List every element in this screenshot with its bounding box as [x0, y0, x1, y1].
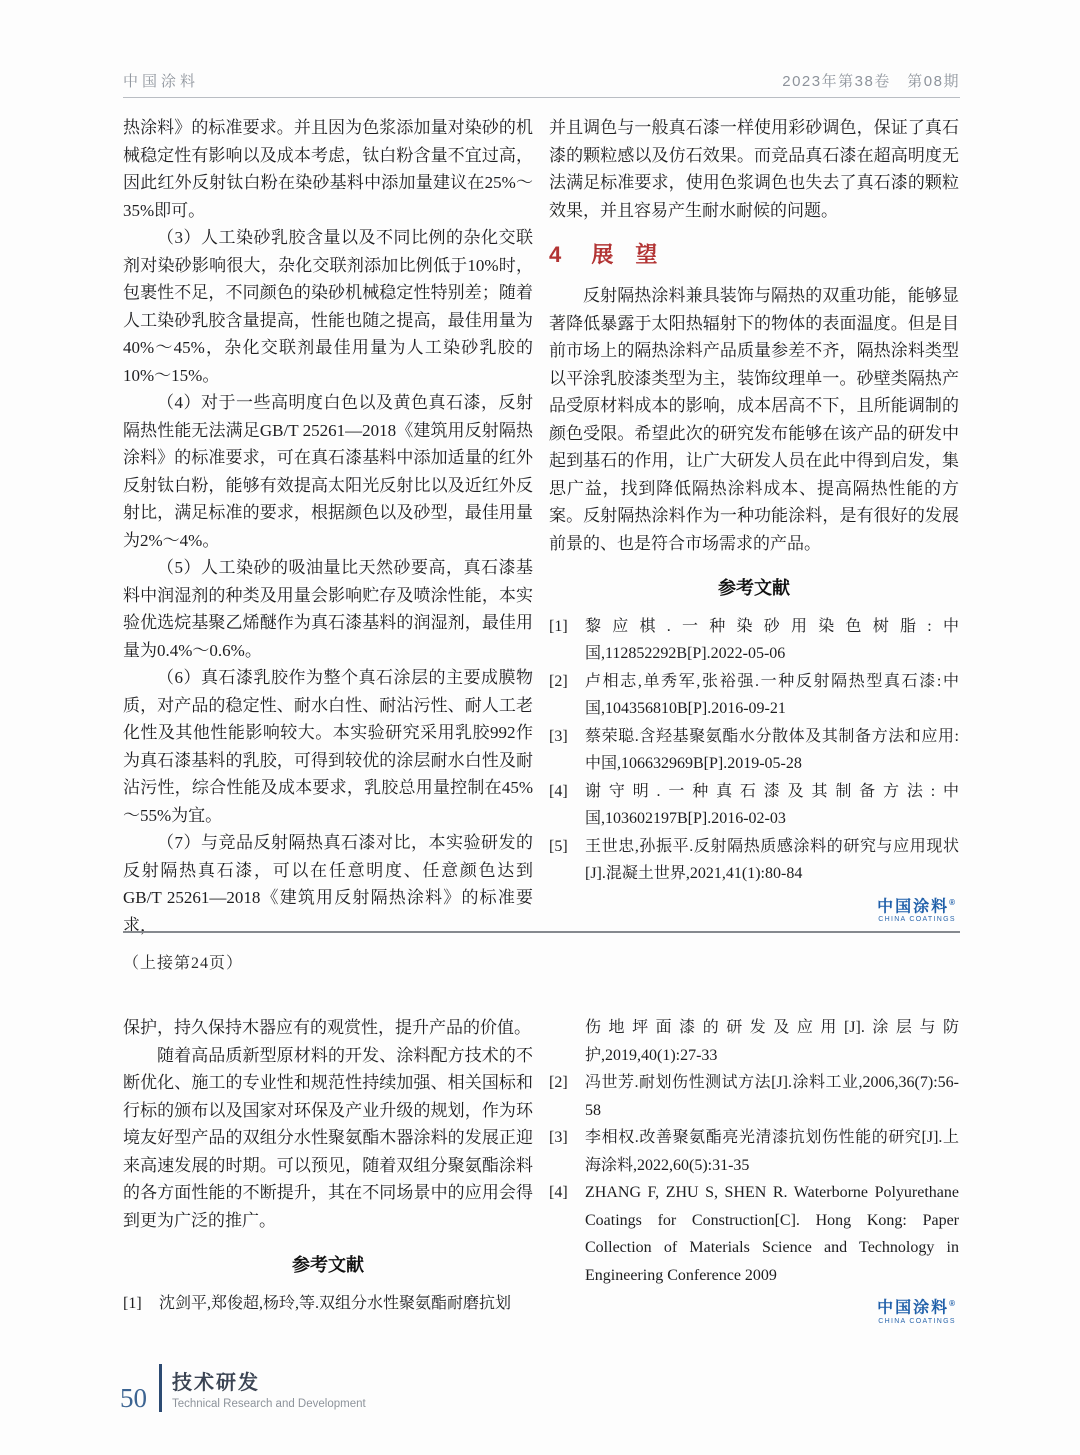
china-coatings-logo: [877, 1299, 957, 1326]
footer-section-title: 技术研发: [172, 1372, 260, 1394]
reference-label: [4]: [549, 782, 568, 800]
reference-item: [549, 668, 959, 723]
paragraph-continued: 保护，持久保持木器应有的观赏性，提升产品的价值。: [123, 1018, 531, 1037]
logo-subtext: CHINA COATINGS: [878, 1317, 956, 1325]
paragraph-conclusion-7: （7）与竞品反射隔热真石漆对比，本实验研发的反射隔热真石漆，可以在任意明度、任意颜色达到GB/T 25261—2018《建筑用反射隔热涂料》的标准要求，: [123, 833, 533, 935]
reference-text: 王世忠,孙振平.反射隔热质感涂料的研究与应用现状[J].混凝土世界,2021,41(1):80-84: [585, 837, 959, 882]
reference-item: [549, 1069, 959, 1124]
article1-left-column: [123, 114, 533, 939]
reference-label: [4]: [549, 1184, 568, 1201]
article-divider-line: [123, 931, 960, 933]
reference-item: [549, 723, 959, 778]
article1-right-column: [549, 114, 959, 924]
page-footer: [120, 1364, 366, 1412]
references-title: 参考文献: [718, 578, 790, 598]
reference-label: [5]: [549, 837, 568, 855]
reference-item: [549, 1179, 959, 1289]
article2-right-column: [549, 1014, 959, 1326]
section-number: 4: [549, 242, 562, 267]
reference-text: 蔡荣聪.含羟基聚氨酯水分散体及其制备方法和应用:中国,106632969B[P].2019-05-28: [585, 727, 959, 772]
footer-divider-bar: [159, 1364, 162, 1412]
journal-name: 中国涂料: [123, 73, 200, 90]
reference-item: [549, 613, 959, 668]
reference-text: 冯世芳.耐划伤性测试方法[J].涂料工业,2006,36(7):56-58: [585, 1074, 959, 1119]
reference-text: ZHANG F, ZHU S, SHEN R. Waterborne Polyurethane Coatings for Construction[C]. Hong Kong: Paper Collection of Materials Science and Technology in Engineering Conference 2009: [585, 1184, 959, 1284]
paragraph-conclusion-6: （6）真石漆乳胶作为整个真石涂层的主要成膜物质，对产品的稳定性、耐水白性、耐沾污性、耐人工老化性及其他性能影响较大。本实验研究采用乳胶992作为真石漆基料的乳胶，可得到较优的涂层耐水白性及耐沾污性，综合性能及成本要求，乳胶总用量控制在45%～55%为宜。: [123, 668, 533, 825]
reference-label: [3]: [549, 727, 568, 745]
paragraph-outlook: 反射隔热涂料兼具装饰与隔热的双重功能，能够显著降低暴露于太阳热辐射下的物体的表面温度。但是目前市场上的隔热涂料产品质量参差不齐，隔热涂料类型以平涂乳胶漆类型为主，装饰纹理单一。砂壁类隔热产品受原材料成本的影响，成本居高不下，且所能调制的颜色受限。希望此次的研究发布能够在该产品的研发中起到基石的作用，让广大研发人员在此中得到启发，集思广益，找到降低隔热涂料成本、提高隔热性能的方案。反射隔热涂料作为一种功能涂料，是有很好的发展前景的、也是符合市场需求的产品。: [549, 286, 959, 553]
reference-item: [549, 1124, 959, 1179]
logo-trademark-icon: ®: [949, 1299, 957, 1308]
paragraph-conclusion-3: （3）人工染砂乳胶含量以及不同比例的杂化交联剂对染砂影响很大，杂化交联剂添加比例低于10%时，包裹性不足，不同颜色的染砂机械稳定性特别差；随着人工染砂乳胶含量提高，性能也随之提高，最佳用量为40%～45%，杂化交联剂最佳用量为人工染砂乳胶的10%～15%。: [123, 228, 533, 385]
reference-label: [1]: [123, 1294, 142, 1312]
paragraph-conclusion-4: （4）对于一些高明度白色以及黄色真石漆，反射隔热性能无法满足GB/T 25261—2018《建筑用反射隔热涂料》的标准要求，可在真石漆基料中添加适量的红外反射钛白粉，能够有效提高太阳光反射比以及近红外反射比，满足标准的要求，根据颜色以及砂型，最佳用量为2%～4%。: [123, 393, 533, 550]
reference-item: [549, 778, 959, 833]
logo-name-text: 中国涂料: [877, 1299, 950, 1317]
reference-item: [549, 833, 959, 888]
reference-item: [123, 1290, 533, 1318]
reference-label: [2]: [549, 1074, 568, 1091]
reference-text: 谢守明.一种真石漆及其制备方法:中国,103602197B[P].2016-02-03: [585, 782, 959, 827]
references-list: [549, 613, 959, 888]
paragraph-closing: 随着高品质新型原材料的开发、涂料配方技术的不断优化、施工的专业性和规范性持续加强、相关国标和行标的颁布以及国家对环保及产业升级的规划，作为环境友好型产品的双组分水性聚氨酯木器涂料的发展正迎来高速发展的时期。可以预见，随着双组分聚氨酯涂料的各方面性能的不断提升，其在不同场景中的应用会得到更为广泛的推广。: [123, 1045, 533, 1230]
paragraph-continued: 并且调色与一般真石漆一样使用彩砂调色，保证了真石漆的颗粒感以及仿石效果。而竞品真石漆在超高明度无法满足标准要求，使用色浆调色也失去了真石漆的颗粒效果，并且容易产生耐水耐候的问题。: [549, 118, 959, 220]
reference-text: 卢相志,单秀军,张裕强.一种反射隔热型真石漆:中国,104356810B[P].2016-09-21: [585, 672, 959, 717]
issue-info: 2023年第38卷 第08期: [782, 73, 960, 90]
reference-label: [1]: [549, 617, 568, 635]
page-header: [123, 70, 960, 98]
section-title: 展 望: [591, 242, 658, 267]
reference-label: [3]: [549, 1129, 568, 1146]
reference-text: 黎应棋.一种染砂用染色树脂:中国,112852292B[P].2022-05-06: [585, 617, 959, 662]
china-coatings-logo: [877, 898, 957, 925]
section-heading-outlook: [549, 240, 959, 270]
footer-section-subtitle: Technical Research and Development: [172, 1398, 366, 1410]
references-title: 参考文献: [292, 1255, 364, 1275]
reference-text: 伤地坪面漆的研发及应用[J].涂层与防护,2019,40(1):27-33: [585, 1019, 959, 1064]
continuation-note: （上接第24页）: [123, 955, 244, 972]
reference-text: 沈剑平,郑俊超,杨玲,等.双组分水性聚氨酯耐磨抗划: [159, 1294, 512, 1312]
reference-item-continuation: [549, 1014, 959, 1069]
reference-text: 李相权.改善聚氨酯亮光清漆抗划伤性能的研究[J].上海涂料,2022,60(5):31-35: [585, 1129, 959, 1174]
paragraph-conclusion-5: （5）人工染砂的吸油量比天然砂要高，真石漆基料中润湿剂的种类及用量会影响贮存及喷涂性能，本实验优选烷基聚乙烯醚作为真石漆基料的润湿剂，最佳用量为0.4%～0.6%。: [123, 558, 533, 660]
logo-name-text: 中国涂料: [877, 897, 950, 915]
reference-label-spacer: [549, 1014, 585, 1069]
references-list: [123, 1290, 533, 1318]
logo-wordmark: [877, 898, 957, 917]
logo-subtext: CHINA COATINGS: [878, 916, 956, 924]
references-list: [549, 1014, 959, 1289]
logo-trademark-icon: ®: [949, 897, 957, 907]
article2-left-column: [123, 1014, 533, 1317]
footer-section: [172, 1364, 366, 1412]
logo-wordmark: [877, 1299, 957, 1318]
page-number: 50: [120, 1383, 147, 1413]
reference-label: [2]: [549, 672, 568, 690]
paragraph-continued: 热涂料》的标准要求。并且因为色浆添加量对染砂的机械稳定性有影响以及成本考虑，钛白粉含量不宜过高，因此红外反射钛白粉在染砂基料中添加量建议在25%～35%即可。: [123, 118, 533, 220]
